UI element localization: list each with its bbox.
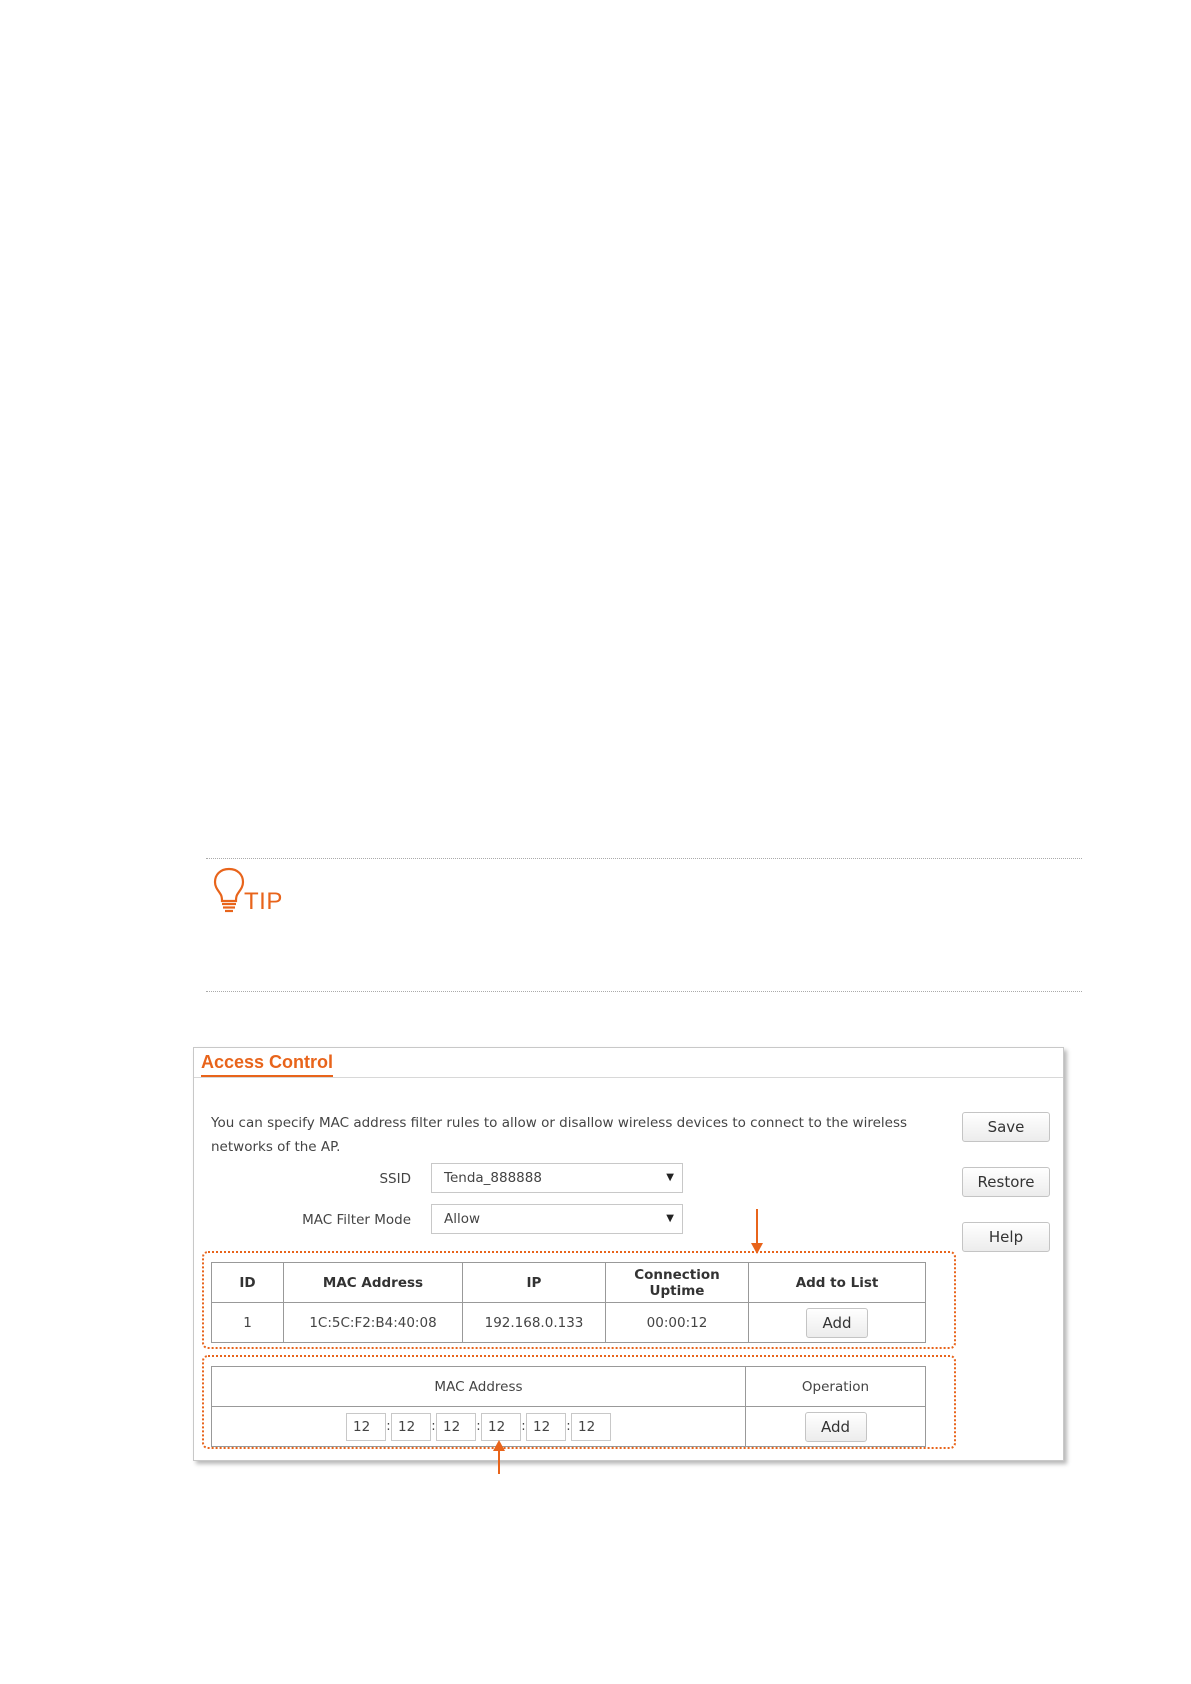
manual-table-header bbox=[212, 1367, 926, 1407]
restore-button[interactable]: Restore bbox=[962, 1167, 1050, 1197]
mac-octet-input[interactable]: 12 bbox=[391, 1413, 431, 1441]
cell-ip: 192.168.0.133 bbox=[463, 1303, 606, 1343]
mac-octet-inputs bbox=[212, 1407, 746, 1447]
title-divider bbox=[194, 1077, 1063, 1078]
ssid-select-value: Tenda_888888 bbox=[444, 1170, 542, 1186]
clients-table-header bbox=[212, 1263, 926, 1303]
octet-separator: : bbox=[521, 1419, 526, 1434]
add-to-list-button[interactable]: Add bbox=[806, 1308, 868, 1338]
column-header: MAC Address bbox=[284, 1263, 463, 1303]
cell-id: 1 bbox=[212, 1303, 284, 1343]
column-header: Connection Uptime bbox=[606, 1263, 749, 1303]
mac-octet-input[interactable]: 12 bbox=[481, 1413, 521, 1441]
ssid-select[interactable] bbox=[431, 1163, 683, 1193]
column-header: MAC Address bbox=[212, 1367, 746, 1407]
down-arrow-icon bbox=[750, 1209, 764, 1255]
octet-separator: : bbox=[476, 1419, 481, 1434]
dropdown-arrow-icon: ▼ bbox=[666, 1213, 674, 1224]
tip-top-rule bbox=[206, 858, 1082, 859]
mac-octet-input[interactable]: 12 bbox=[346, 1413, 386, 1441]
column-header: ID bbox=[212, 1263, 284, 1303]
mac-filter-mode-value: Allow bbox=[444, 1211, 481, 1227]
column-header: Add to List bbox=[749, 1263, 926, 1303]
octet-separator: : bbox=[566, 1419, 571, 1434]
description-text: You can specify MAC address filter rules to allow or disallow wireless devices to connect to the wireless networks of the AP. bbox=[211, 1115, 908, 1155]
add-mac-button[interactable]: Add bbox=[805, 1412, 867, 1442]
tip-bottom-rule bbox=[206, 991, 1082, 992]
table-row bbox=[212, 1303, 926, 1343]
help-button[interactable]: Help bbox=[962, 1222, 1050, 1252]
table-row bbox=[212, 1407, 926, 1447]
clients-table bbox=[211, 1262, 926, 1343]
lightbulb-icon bbox=[212, 866, 246, 914]
octet-separator: : bbox=[431, 1419, 436, 1434]
tip-label: TIP bbox=[244, 888, 283, 915]
column-header: IP bbox=[463, 1263, 606, 1303]
cell-action bbox=[749, 1303, 926, 1343]
mac-filter-mode-label: MAC Filter Mode bbox=[302, 1212, 411, 1228]
up-arrow-icon bbox=[492, 1440, 506, 1474]
cell-mac: 1C:5C:F2:B4:40:08 bbox=[284, 1303, 463, 1343]
dropdown-arrow-icon: ▼ bbox=[666, 1172, 674, 1183]
cell-uptime: 00:00:12 bbox=[606, 1303, 749, 1343]
octet-separator: : bbox=[386, 1419, 391, 1434]
cell-operation bbox=[746, 1407, 926, 1447]
mac-octet-input[interactable]: 12 bbox=[571, 1413, 611, 1441]
save-button[interactable]: Save bbox=[962, 1112, 1050, 1142]
panel-title: Access Control bbox=[201, 1052, 333, 1078]
mac-octet-input[interactable]: 12 bbox=[436, 1413, 476, 1441]
ssid-label: SSID bbox=[379, 1171, 411, 1187]
column-header: Operation bbox=[746, 1367, 926, 1407]
manual-mac-table bbox=[211, 1366, 926, 1447]
mac-octet-input[interactable]: 12 bbox=[526, 1413, 566, 1441]
mac-filter-mode-select[interactable] bbox=[431, 1204, 683, 1234]
access-control-panel bbox=[193, 1047, 1064, 1461]
